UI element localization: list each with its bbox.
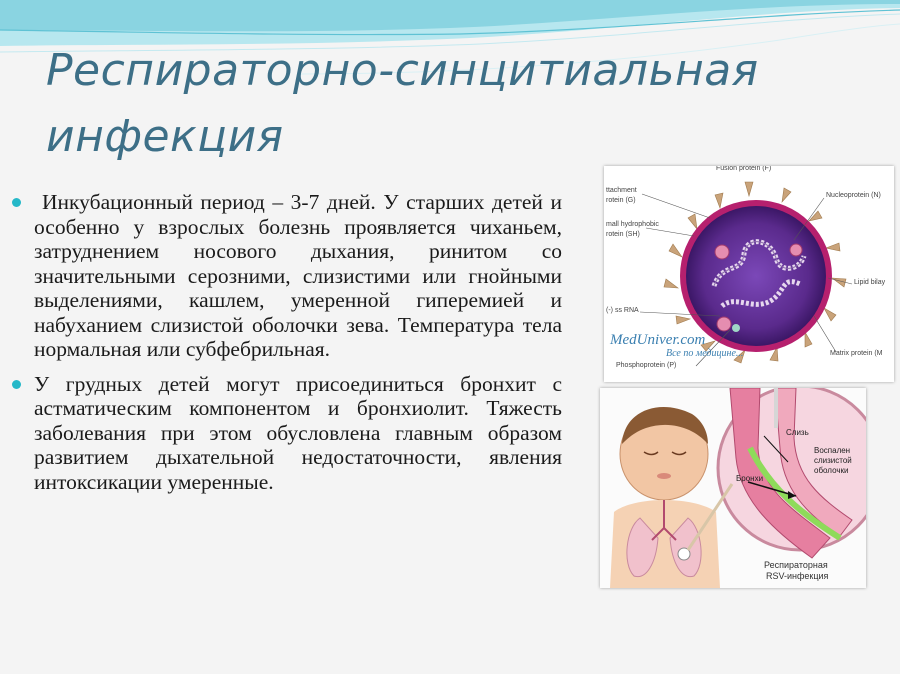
bullet-text: У грудных детей могут присоединиться бронхит с астматическим компонентом и бронхиолит. Тяжесть заболевания при этом обусловлена главным образом развитием дыхательной недостаточности, явления интоксикации умеренные. [34,371,562,494]
caption-line-2: RSV-инфекция [766,571,829,581]
bullet-item [12,190,562,362]
attachment-label-2: rotein (G) [606,197,636,204]
slide-title [46,38,846,170]
bullet-text: Инкубационный период – 3-7 дней. У старших детей и особенно у взрослых болезнь проявляется чиханьем, затруднением носового дыхания, ринитом со значительными серозними, слизистими или гнойными выделениями, кашлем, умеренной гиперемией и набуханием слизистой оболочки зева. Температура тела нормальная или субфебрильная. [34,190,562,361]
matrix-protein-label: Matrix protein (M [830,350,883,357]
mucus-label: Слизь [786,428,809,437]
caption-line-1: Респираторная [764,560,828,570]
watermark-tagline: Все по медицине... [666,348,744,359]
inflamed-label-3: оболочки [814,466,849,475]
inflamed-label-1: Воспален [814,446,851,455]
inflamed-label-2: слизистой [814,456,852,465]
title-line-2: инфекция [46,111,284,162]
rna-label: (-) ss RNA [606,307,639,314]
infant-illustration [600,388,866,588]
infant-airway-infection-image [600,388,866,588]
bullet-dot-icon [12,380,21,389]
rsv-virus-structure-image [604,166,894,382]
bullet-list [12,190,562,504]
bronchi-label: Бронхи [736,474,764,483]
attachment-label-1: ttachment [606,187,637,194]
bullet-dot-icon [12,198,21,207]
hydrophobic-label-2: rotein (SH) [606,231,640,238]
hydrophobic-label-1: mall hydrophobic [606,221,659,228]
lipid-bilayer-label: Lipid bilay [854,279,886,286]
fusion-protein-label: Fusion protein (F) [716,166,772,172]
watermark-site: MedUniver.com [610,332,706,348]
nucleoprotein-label: Nucleoprotein (N) [826,192,881,199]
title-line-1: Респираторно-синцитиальная [46,45,759,96]
phosphoprotein-label: Phosphoprotein (P) [616,362,677,369]
bullet-item [12,372,562,495]
